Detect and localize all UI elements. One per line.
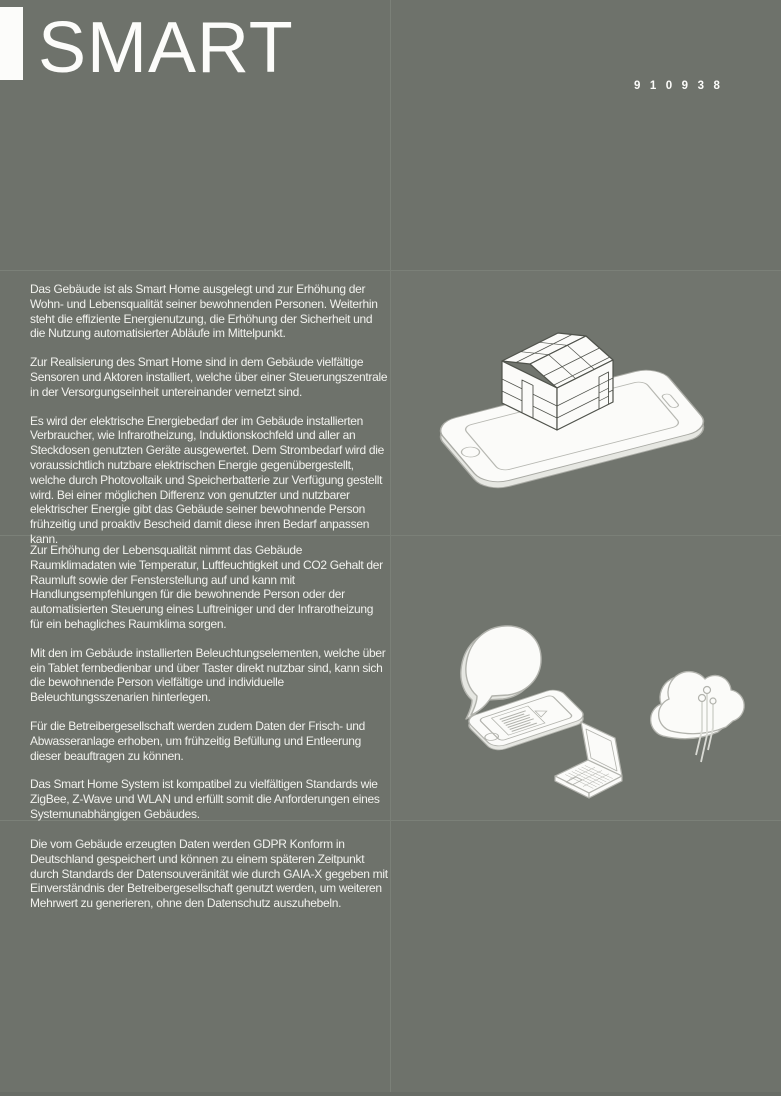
paragraph-gdpr: Die vom Gebäude erzeugten Daten werden GDPR Konform in Deutschland gespeichert und können zu einem späteren Zeitpunkt durch Standards der Datensouveränität wie durch GAIA-X gegeben mit Einverständnis der Betreibergesellschaft genutzt werden, um weiteren Mehrwert zu generieren, ohne den Datenschutz auszuhebeln. xyxy=(30,837,388,911)
grid-line-horizontal-1 xyxy=(0,270,781,271)
paragraph-sensors: Zur Realisierung des Smart Home sind in dem Gebäude vielfältige Sensoren und Aktoren installiert, welche über einer Steuerungszentrale in der Versorgungseinheit untereinander vernetzt sind. xyxy=(30,355,388,399)
text-column-top xyxy=(30,282,388,561)
paragraph-intro: Das Gebäude ist als Smart Home ausgelegt und zur Erhöhung der Wohn- und Lebensqualität seiner bewohnenden Personen. Weiterhin steht die effiziente Energienutzung, die Erhöhung der Sicherheit und die Nutzung automatisierter Abläufe im Mittelpunkt. xyxy=(30,282,378,341)
smart-home-phone-illustration xyxy=(430,300,710,510)
smart-home-phone-svg xyxy=(430,300,710,510)
text-column-middle xyxy=(30,543,388,836)
paragraph-energy: Es wird der elektrische Energiebedarf der im Gebäude installierten Verbraucher, wie Infrarotheizung, Induktionskochfeld und aller an Steckdosen genutzten Geräte ausgewertet. Dem Strombedarf wird die voraussichtlich nutzbare elektrischen Energie gegenübergestellt, welche durch Photovoltaik und Speicherbatterie zur Verfügung gestellt wird. Bei einer möglichen Differenz von genutzter und nutzbarer elektrischer Energie gibt das Gebäude seiner bewohnende Person frühzeitig und proaktiv Bescheid damit diese ihren Bedarf anpassen kann. xyxy=(30,413,385,546)
page-bottom-edge xyxy=(0,1092,781,1096)
doc-number: 910938 xyxy=(634,80,730,92)
paragraph-water: Für die Betreibergesellschaft werden zudem Daten der Frisch- und Abwasseranlage erhoben, um frühzeitig Befüllung und Entleerung dieser beauftragen zu können. xyxy=(30,718,365,763)
laptop-icon xyxy=(555,722,622,798)
paragraph-standards: Das Smart Home System ist kompatibel zu vielfältigen Standards wie ZigBee, Z-Wave und WLAN und erfüllt somit die Anforderungen eines Systemunabhängigen Gebäudes. xyxy=(30,777,380,821)
text-column-bottom xyxy=(30,837,388,925)
connectivity-svg xyxy=(430,610,781,830)
paragraph-lighting: Mit den im Gebäude installierten Beleuchtungselementen, welche über ein Tablet fernbedienbar und über Taster direkt nutzbar sind, kann sich die bewohnende Person vielfältige und individuelle Beleuchtungsszenarien hinterlegen. xyxy=(30,645,386,705)
cloud-circuit-icon xyxy=(651,672,745,762)
connectivity-illustration xyxy=(430,610,781,830)
paragraph-climate: Zur Erhöhung der Lebensqualität nimmt das Gebäude Raumklimadaten wie Temperatur, Luftfeuchtigkeit und CO2 Gehalt der Raumluft sowie der Fensterstellung auf und kann mit Handlungsempfehlungen für die bewohnende Person oder der automatisierten Steuerung eines Luftreiniger und der Infrarotheizung für ein behagliches Raumklima sorgen. xyxy=(30,543,383,631)
title-accent-bar xyxy=(0,7,23,80)
grid-line-vertical xyxy=(390,0,391,1096)
page-title: SMART xyxy=(38,8,294,88)
